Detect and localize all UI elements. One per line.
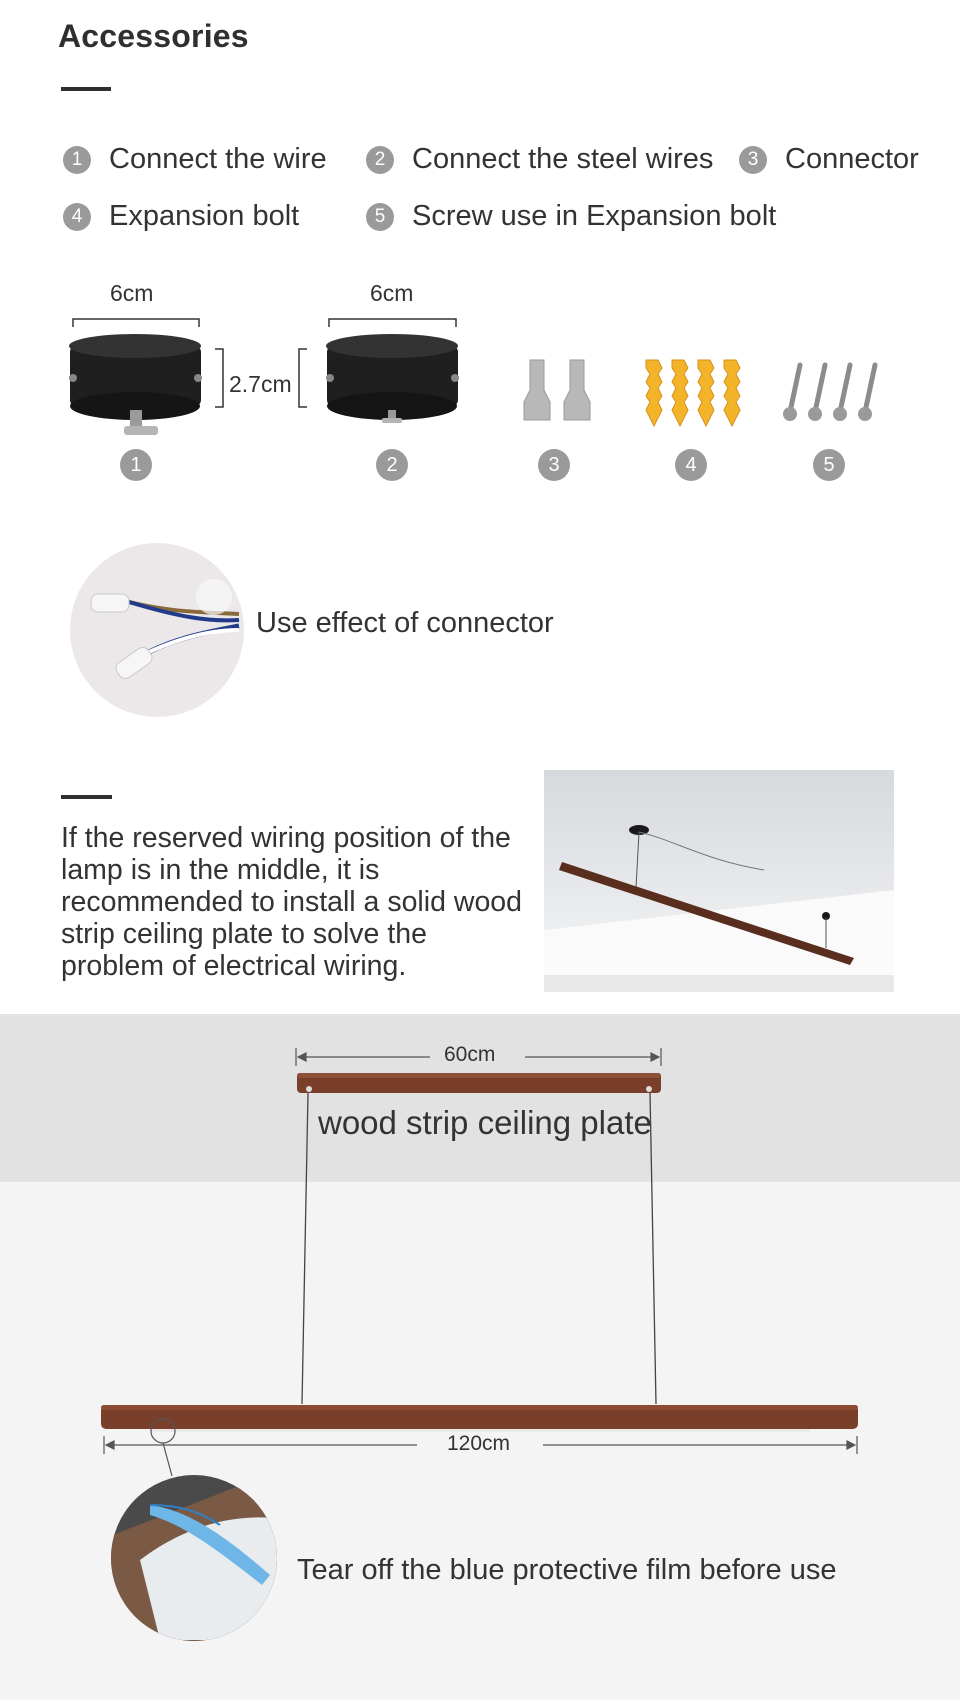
part-number-1: 1 [120,449,152,481]
suspension-wire-left [302,1093,308,1404]
wire-connector-icon [524,360,590,420]
part-number-4: 4 [675,449,707,481]
installed-lamp-photo [544,770,894,992]
legend-item-1 [63,143,327,176]
lamp-length-label: 120cm [447,1432,511,1455]
canopy-height: 2.7cm [229,371,292,397]
width-bracket-2 [329,319,456,327]
width-bracket-1 [73,319,199,327]
height-bracket-right [215,349,223,407]
plate-length-label: 60cm [444,1043,496,1066]
legend-item-5 [366,200,776,233]
legend-label: Expansion bolt [109,200,300,232]
legend-label: Connector [785,143,919,175]
legend-item-4 [63,200,299,233]
part-number-3: 3 [538,449,570,481]
accessory-parts-illustration [0,300,960,450]
ceiling-canopy-2-icon [326,334,459,423]
note-divider [61,795,112,799]
part-number-2: 2 [376,449,408,481]
number-badge: 2 [366,146,394,174]
number-badge: 5 [366,203,394,231]
page-title: Accessories [58,18,249,54]
number-badge: 1 [63,146,91,174]
legend-label: Connect the wire [109,143,327,175]
install-note-text: If the reserved wiring position of the lamp is in the middle, it is recommended to install a solid wood strip ceiling plate to solve the problem of electrical wiring. [61,822,522,982]
expansion-bolt-icon [646,360,740,426]
protective-film-photo [100,1470,290,1660]
number-badge: 4 [63,203,91,231]
connector-effect-caption: Use effect of connector [256,607,554,639]
height-bracket-left [299,349,307,407]
legend-item-3 [739,143,919,176]
number-badge: 3 [739,146,767,174]
ceiling-canopy-1-icon [69,334,202,435]
title-underline [61,87,111,91]
screw-icon [790,365,875,412]
canopy-1-width: 6cm [110,280,154,306]
connector-effect-photo [69,542,245,718]
canopy-2-width: 6cm [370,280,414,306]
legend-label: Connect the steel wires [412,143,714,175]
legend-label: Screw use in Expansion bolt [412,200,777,232]
part-number-5: 5 [813,449,845,481]
legend-item-2 [366,143,713,176]
film-caption: Tear off the blue protective film before use [297,1554,837,1586]
plate-label: wood strip ceiling plate [318,1104,652,1141]
